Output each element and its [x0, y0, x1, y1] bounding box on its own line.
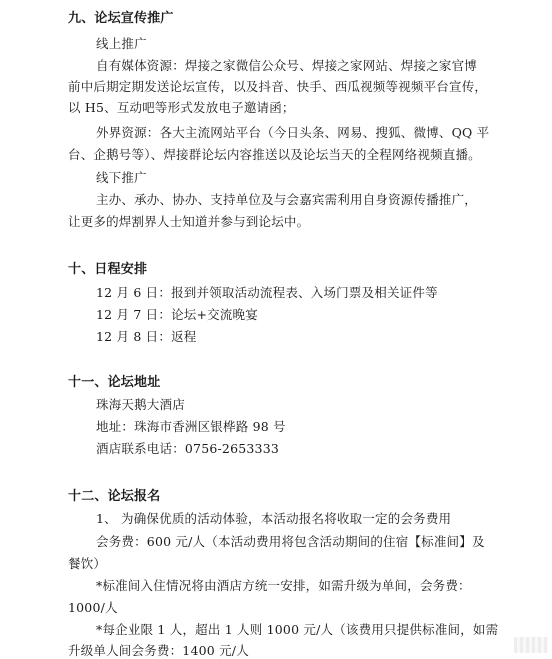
hotel-name: 珠海天鹅大酒店	[96, 397, 185, 412]
paragraph-line: 让更多的焊割界人士知道并参与到论坛中。	[68, 214, 310, 229]
paragraph-line: 1、 为确保优质的活动体验，本活动报名将收取一定的会务费用	[96, 511, 452, 526]
section-heading: 十二、论坛报名	[68, 489, 161, 504]
paragraph-line: 前中后期定期发送论坛宣传，以及抖音、快手、西瓜视频等视频平台宣传，	[68, 79, 488, 94]
paragraph-line: 餐饮）	[68, 556, 107, 571]
section-heading: 十一、论坛地址	[68, 375, 161, 390]
schedule-item: 12 月 7 日：论坛+交流晚宴	[96, 307, 258, 322]
paragraph-line: *标准间入住情况将由酒店方统一安排，如需升级为单间，会务费：	[96, 578, 471, 593]
paragraph-line: 会务费：600 元/人（本活动费用将包含活动期间的住宿【标准间】及	[96, 534, 485, 549]
paragraph-line: 以 H5、互动吧等形式发放电子邀请函；	[68, 100, 295, 115]
subheading-offline: 线下推广	[96, 170, 147, 185]
schedule-item: 12 月 6 日：报到并领取活动流程表、入场门票及相关证件等	[96, 285, 438, 300]
schedule-item: 12 月 8 日：返程	[96, 329, 197, 344]
paragraph-line: 1000/人	[68, 600, 118, 615]
paragraph-line: 台、企鹅号等）、焊接群论坛内容推送以及论坛当天的全程网络视频直播。	[68, 147, 481, 162]
hotel-phone: 酒店联系电话：0756-2653333	[96, 441, 280, 456]
paragraph-line: 主办、承办、协办、支持单位及与会嘉宾需利用自身资源传播推广，	[96, 192, 478, 207]
paragraph-line: 自有媒体资源：焊接之家微信公众号、焊接之家网站、焊接之家官博	[96, 58, 478, 73]
paragraph-line: 外界资源：各大主流网站平台（今日头条、网易、搜狐、微博、QQ 平	[96, 125, 490, 140]
paragraph-line: 升级单人间会务费：1400 元/人	[68, 643, 249, 658]
hotel-address: 地址：珠海市香洲区银桦路 98 号	[96, 419, 286, 434]
watermark-logo	[514, 637, 548, 653]
subheading-online: 线上推广	[96, 36, 147, 51]
section-heading: 十、日程安排	[68, 262, 148, 277]
section-heading: 九、论坛宣传推广	[68, 11, 174, 26]
paragraph-line: *每企业限 1 人，超出 1 人则 1000 元/人（该费用只提供标准间，如需	[96, 622, 499, 637]
